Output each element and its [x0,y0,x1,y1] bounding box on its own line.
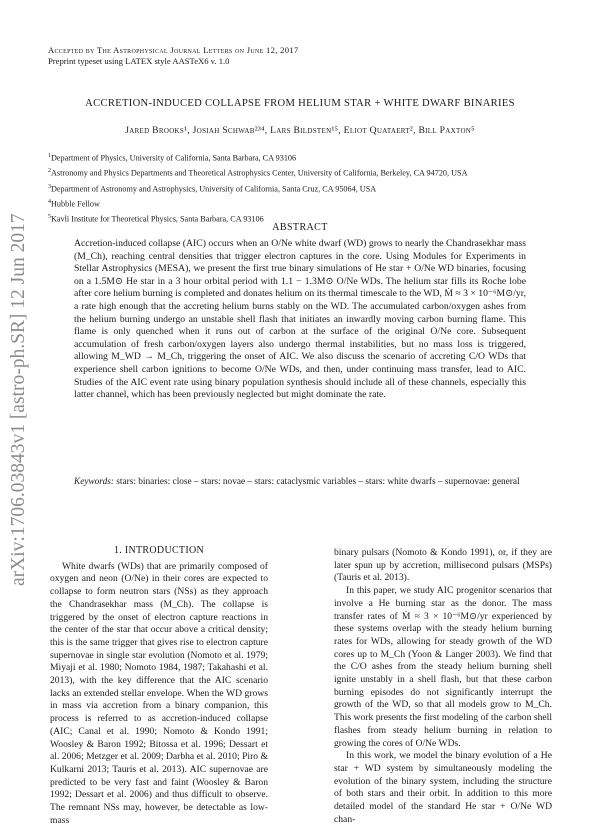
affiliation-3: $^3$Department of Astronomy and Astrophysics, University of California, Santa Cruz, CA 95064, USA [48,183,377,194]
intro-paragraph-2: In this paper, we study AIC progenitor scenarios that involve a He burning star as the donor. The mass transfer rates of Ṁ ≈ 3 × 10⁻⁶M⊙/yr experienced by these systems overlap with the steady helium burning rates for WDs, allowing for steady growth of the WD cores up to M_Ch (Yoon & Langer 2003). We find that the C/O ashes from the steady helium burning shell ignite unstably in a shell flash, but that these carbon burning episodes do not significantly interrupt the growth of the WD, so that all models grow to M_Ch. This work presents the first modeling of the carbon shell flashes from steady helium burning in relation to growing the cores of O/Ne WDs. [334,585,552,749]
keywords-label: Keywords: [74,477,114,487]
intro-heading: 1. INTRODUCTION [113,545,205,556]
intro-paragraph-3: In this work, we model the binary evolution of a He star + WD system by simultaneously modeling the evolution of the binary system, including the structure of both stars and their orbit. In addition to this more detailed model of the standard He star + O/Ne WD chan- [334,750,552,825]
accepted-line: Accepted by The Astrophysical Journal Letters on June 12, 2017 [48,45,299,55]
keywords-text: stars: binaries: close – stars: novae – stars: cataclysmic variables – stars: white dwarfs – supernovae: general [116,477,520,487]
author-list: Jared Brooks¹, Josiah Schwab²³⁴, Lars Bildsten¹⁵, Eliot Quataert², Bill Paxton⁵ [125,125,475,136]
abstract-heading: ABSTRACT [272,222,328,233]
intro-paragraph-continued: binary pulsars (Nomoto & Kondo 1991), or, if they are later spun up by accretion, millisecond pulsars (MSPs) (Tauris et al. 2013). [334,547,552,584]
affiliation-2: $^2$Astronomy and Physics Departments and Theoretical Astrophysics Center, University of California, Berkeley, CA 94720, USA [48,168,468,179]
intro-paragraph-1: White dwarfs (WDs) that are primarily composed of oxygen and neon (O/Ne) in their cores are expected to collapse to form neutron stars (NSs) as they approach the Chandrasekhar mass (M_Ch). The collapse is triggered by the onset of electron capture reactions in the center of the star that occur above a critical density; this is the same trigger that gives rise to electron capture supernovae in single star evolution (Nomoto et al. 1979; Miyaji et al. 1980; Nomoto 1984, 1987; Takahashi et al. 2013), with the key difference that the AIC scenario lacks an extended stellar envelope. When the WD grows in mass via accretion from a binary companion, this process is referred to as accretion-induced collapse (AIC; Canal et al. 1990; Nomoto & Kondo 1991; Woosley & Baron 1992; Bitossa et al. 1996; Dessart et al. 2006; Metzger et al. 2009; Darbha et al. 2010; Piro & Kulkarni 2013; Tauris et al. 2013). AIC supernovae are predicted to be very fast and faint (Woosley & Baron 1992; Dessart et al. 2006) and thus difficult to observe. The remnant NSs may, however, be detectable as low-mass [50,560,268,826]
left-column [50,545,268,827]
affiliation-4: $^4$Hubble Fellow [48,198,100,209]
preprint-line: Preprint typeset using LATEX style AASTeX6 v. 1.0 [48,56,230,66]
arxiv-side-stamp: arXiv:1706.03843v1 [astro-ph.SR] 12 Jun 2017 [8,213,29,586]
affiliation-1: $^1$Department of Physics, University of California, Santa Barbara, CA 93106 [48,153,297,163]
paper-title: ACCRETION-INDUCED COLLAPSE FROM HELIUM STAR + WHITE DWARF BINARIES [85,98,515,109]
preprint-header [48,45,299,67]
affiliations [48,150,552,227]
abstract-text: Accretion-induced collapse (AIC) occurs when an O/Ne white dwarf (WD) grows to nearly the Chandrasekhar mass (M_Ch), reaching central densities that trigger electron captures in the core. Using Modules for Experiments in Stellar Astrophysics (MESA), we present the first true binary simulations of He star + O/Ne WD binaries, focusing on a 1.5M⊙ He star in a 3 hour orbital period with 1.1 − 1.3M⊙ O/Ne WDs. The helium star fills its Roche lobe after core helium burning is completed and donates helium on its thermal timescale to the WD, Ṁ ≈ 3 × 10⁻⁶M⊙/yr, a rate high enough that the accreting helium burns stably on the WD. The accumulated carbon/oxygen ashes from the helium burning undergo an unstable shell flash that initiates an inwardly moving carbon burning flame. This flame is only quenched when it runs out of carbon at the surface of the original O/Ne core. Subsequent accumulation of fresh carbon/oxygen layers also undergo thermal instabilities, but no mass loss is triggered, allowing M_WD → M_Ch, triggering the onset of AIC. We also discuss the scenario of accreting C/O WDs that experience shell carbon ignitions to become O/Ne WDs, and then, under continuing mass transfer, lead to AIC. Studies of the AIC event rate using binary population synthesis should include all of these channels, especially this latter channel, which has been previously neglected but might dominate the rate. [74,238,526,401]
affiliation-5: $^5$Kavli Institute for Theoretical Physics, Santa Barbara, CA 93106 [48,214,264,225]
right-column [334,547,552,826]
keywords [74,476,526,489]
